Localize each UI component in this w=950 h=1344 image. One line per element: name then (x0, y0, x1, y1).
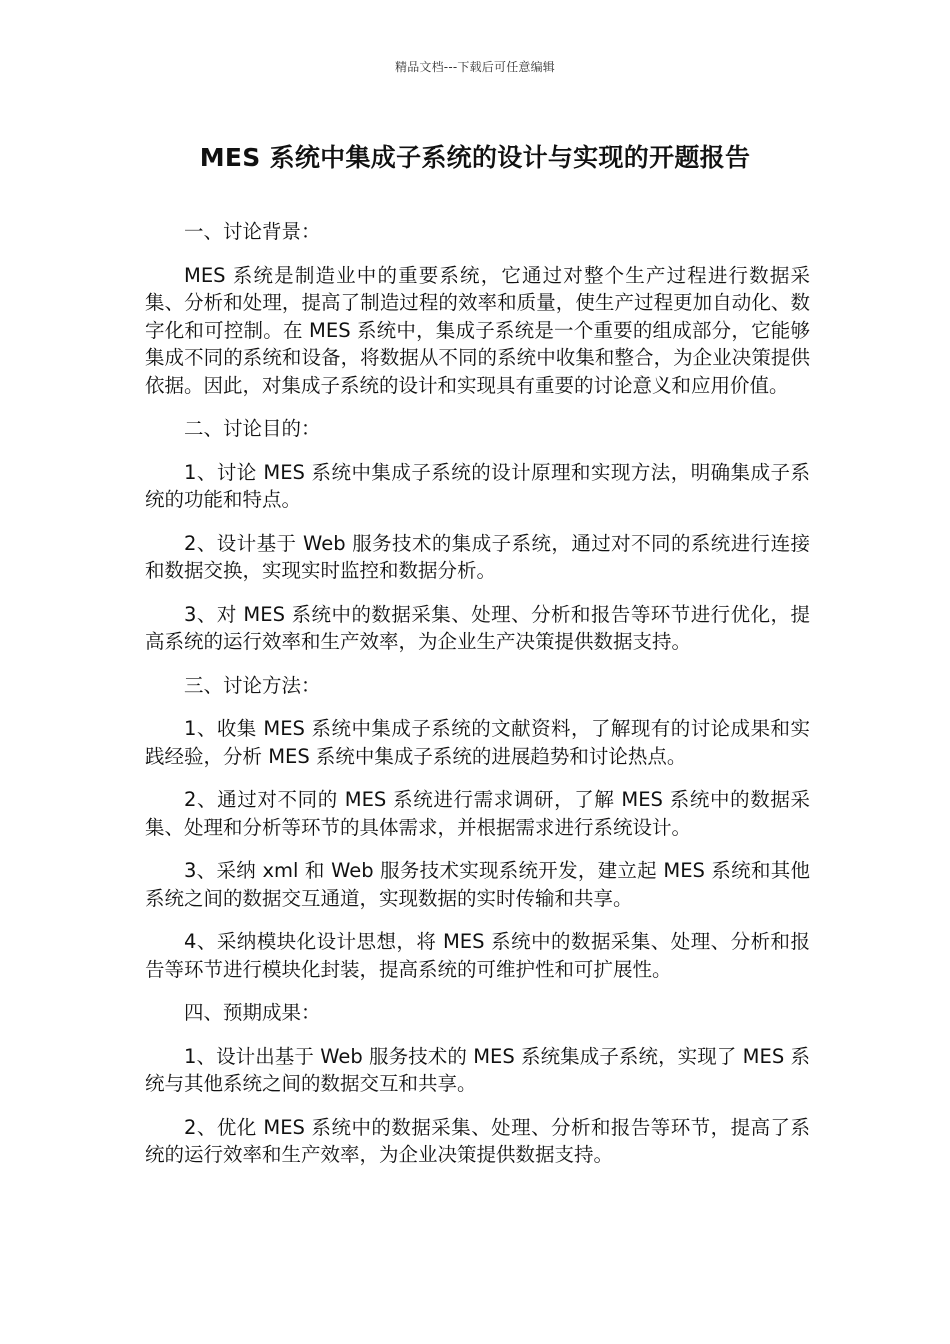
paragraph: 2、优化 MES 系统中的数据采集、处理、分析和报告等环节，提高了系统的运行效率和生产效率，为企业决策提供数据支持。 (145, 1115, 810, 1166)
section-heading-outcomes: 四、预期成果： (184, 1001, 321, 1024)
paragraph: 1、设计出基于 Web 服务技术的 MES 系统集成子系统，实现了 MES 系统与其他系统之间的数据交互和共享。 (145, 1044, 810, 1095)
section-heading-methods: 三、讨论方法： (184, 673, 321, 697)
paragraph: 3、对 MES 系统中的数据采集、处理、分析和报告等环节进行优化，提高系统的运行效率和生产效率，为企业生产决策提供数据支持。 (145, 602, 810, 653)
paragraph: 1、讨论 MES 系统中集成子系统的设计原理和实现方法，明确集成子系统的功能和特点。 (145, 460, 810, 511)
paragraph: 1、收集 MES 系统中集成子系统的文献资料，了解现有的讨论成果和实践经验，分析 MES 系统中集成子系统的进展趋势和讨论热点。 (145, 717, 810, 768)
paragraph: 2、设计基于 Web 服务技术的集成子系统，通过对不同的系统进行连接和数据交换，实现实时监控和数据分析。 (145, 531, 810, 582)
paragraph: MES 系统是制造业中的重要系统，它通过对整个生产过程进行数据采集、分析和处理，提高了制造过程的效率和质量，使生产过程更加自动化、数字化和可控制。在 MES 系统中，集成子系统是一个重要的组成部分，它能够集成不同的系统和设备，将数据从不同的系统中收集和整合，为企业决策提供依据。因此，对集成子系统的设计和实现具有重要的讨论意义和应用价值。 (145, 263, 810, 397)
paragraph: 3、采纳 xml 和 Web 服务技术实现系统开发，建立起 MES 系统和其他系统之间的数据交互通道，实现数据的实时传输和共享。 (145, 859, 810, 910)
header-note: 精品文档---下载后可任意编辑 (395, 60, 555, 74)
section-heading-background: 一、讨论背景： (184, 220, 321, 243)
paragraph: 4、采纳模块化设计思想，将 MES 系统中的数据采集、处理、分析和报告等环节进行模块化封装，提高系统的可维护性和可扩展性。 (145, 930, 810, 981)
document-body (145, 218, 810, 1185)
paragraph: 2、通过对不同的 MES 系统进行需求调研，了解 MES 系统中的数据采集、处理和分析等环节的具体需求，并根据需求进行系统设计。 (145, 788, 810, 839)
section-heading-goals: 二、讨论目的： (184, 417, 321, 440)
document-title: MES 系统中集成子系统的设计与实现的开题报告 (199, 143, 751, 172)
